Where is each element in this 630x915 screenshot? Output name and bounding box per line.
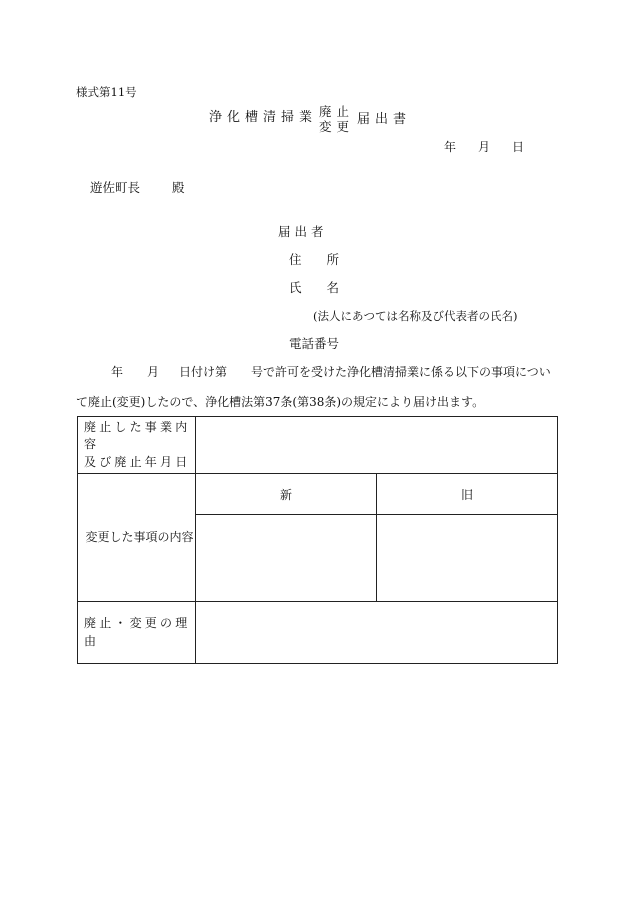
recipient-name: 遊佐町長 <box>90 180 141 195</box>
recipient-honorific: 殿 <box>172 180 185 195</box>
name-label: 氏 名 <box>289 280 340 295</box>
date-month: 月 <box>478 140 491 154</box>
statement-month: 月 <box>147 365 160 379</box>
statement-year: 年 <box>111 365 124 379</box>
abolished-row <box>78 417 558 474</box>
recipient-line <box>90 182 185 195</box>
abolished-label-line-2: 及び廃止年月日 <box>84 454 191 469</box>
applicant-heading: 届出者 <box>278 224 328 239</box>
reason-label: 廃止・変更の理由 <box>78 602 196 664</box>
new-value-field[interactable] <box>196 515 377 602</box>
title-tail: 届出書 <box>357 112 412 127</box>
form-number: 様式第11号 <box>76 85 137 99</box>
old-value-field[interactable] <box>377 515 558 602</box>
statement-line-1 <box>96 366 551 378</box>
date-line <box>444 141 524 153</box>
reason-row <box>78 602 558 664</box>
phone-label: 電話番号 <box>289 336 340 351</box>
title-main: 浄化槽清掃業 <box>209 110 318 125</box>
statement-dated-no: 日付け第 <box>179 365 228 379</box>
corporate-note: (法人にあつては名称及び代表者の氏名) <box>313 309 518 323</box>
statement-line-2: て廃止(変更)したので、浄化槽法第37条(第38条)の規定により届け出ます。 <box>76 395 485 409</box>
address-label: 住 所 <box>289 252 340 267</box>
abolished-label-line-1: 廃止した事業内容 <box>84 419 191 452</box>
abolished-value-field[interactable] <box>196 417 558 474</box>
reason-value-field[interactable] <box>196 602 558 664</box>
document-title <box>0 106 630 134</box>
date-year: 年 <box>444 140 457 154</box>
new-header: 新 <box>196 474 377 515</box>
abolished-label <box>78 417 196 474</box>
title-option-change: 変更 <box>319 119 355 134</box>
statement-line-1-rest: 号で許可を受けた浄化槽清掃業に係る以下の事項につい <box>251 365 551 379</box>
old-header: 旧 <box>377 474 558 515</box>
changed-label: 変更した事項の内容 <box>78 474 196 602</box>
change-header-row <box>78 474 558 515</box>
date-day: 日 <box>512 140 525 154</box>
title-option-abolish: 廃止 <box>319 104 355 119</box>
notification-table <box>77 416 558 664</box>
